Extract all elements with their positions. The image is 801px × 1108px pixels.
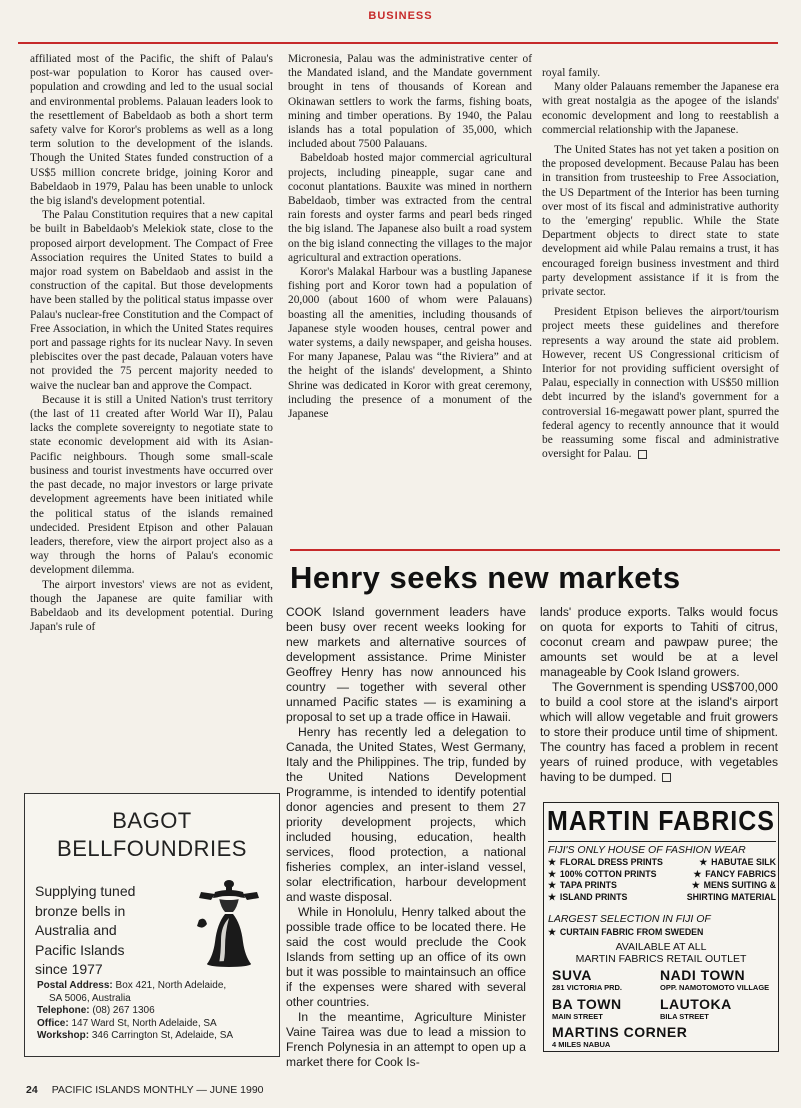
article2-headline: Henry seeks new markets xyxy=(290,560,681,595)
outlet-list xyxy=(552,967,774,1021)
paragraph: affiliated most of the Pacific, the shift of Palau's post-war population to Koror has caused over-population and crowding and led to the usual social and environmental problems. Palauan leaders look to the resettlement of Babeldaob as both a short term safety valve for Koror's problems as well as a long term solution to the development of the islands. Though the United States funded construction of a US$5 million concrete bridge, joining Koror and Babeldaob in 1979, Palau has been unable to unlock the big island's development potential. xyxy=(30,53,273,208)
outlet xyxy=(660,967,774,992)
outlet-name: NADI TOWN xyxy=(660,967,746,983)
paragraph: Koror's Malakal Harbour was a bustling Japanese fishing port and Koror town had a population of 20,000 (about 1600 of whom were Palauans) boasting all the amenities, including thousands of Japanese style wooden houses, central power and water systems, a daily newspaper, and geisha houses. For many Japanese, Palau was “the Riviera” and at the height of the islands' development, a Shinto Shrine was dedicated in Koror with great ceremony, including the presence of a monument of the Japanese xyxy=(288,266,532,421)
tagline-line: Pacific Islands xyxy=(35,941,125,958)
product-row xyxy=(548,892,776,904)
product-item: SHIRTING MATERIAL xyxy=(686,891,776,902)
paragraph: Many older Palauans remember the Japanese era with great nostalgia as the apogee of the islands' economic development and long to reestablish a commercial relationship with the Japanese. xyxy=(542,81,779,136)
product-row xyxy=(548,880,776,892)
ad-title: MARTIN FABRICS xyxy=(547,805,775,837)
paragraph: Henry has recently led a delegation to Canada, the United States, West Germany, Italy and the Philippines. The trip, funded by the United Nations Development Programme, is intended to identify potential donor agencies and present to them 27 priority development projects, which included housing, education, health services, flood protection, a national fisheries complex, an inter-island vessel, solar electrification, harbour development and waste disposal. xyxy=(286,725,526,904)
paragraph: Babeldoab hosted major commercial agricultural projects, including pineapple, sugar cane and coconut plantations. Bauxite was mined in northern Babeldaob, timber was extracted from the central rain forests and oyster farms and pearl beds ringed the big island. The Japanese also built a road system on the big island connecting the villages to the major agricultural and extraction operations. xyxy=(288,152,532,264)
workshop-label: Workshop: xyxy=(37,1030,90,1042)
end-mark-icon xyxy=(638,450,647,459)
workshop-address xyxy=(37,1030,273,1043)
page-footer xyxy=(26,1084,526,1096)
star-icon: ★ xyxy=(548,868,556,879)
paragraph: lands' produce exports. Talks would focus on quota for exports to Tahiti of citrus, coconut cream and pawpaw puree; the amounts set would be at a level manageable by Cook Island growers. xyxy=(540,605,778,679)
product-item: FLORAL DRESS PRINTS xyxy=(559,857,663,867)
top-rule xyxy=(18,42,778,44)
paragraph: COOK Island government leaders have been busy over recent weeks looking for new markets and alternative sources of development assistance. Prime Minister Geoffrey Henry has now announced his country — together with several other unnamed Pacific states — is examining a proposal to set up a trade office in Hawaii. xyxy=(286,605,526,724)
curtain-fabric xyxy=(548,927,776,938)
product-row xyxy=(548,857,776,869)
product-item: TAPA PRINTS xyxy=(559,880,617,890)
star-icon: ★ xyxy=(691,880,700,890)
ad-tagline xyxy=(35,882,175,980)
paragraph: In the meantime, Agriculture Minister Vaine Tairea was due to lead a mission to French Polynesia in an attempt to open up a market there for Cook Is- xyxy=(286,1010,526,1069)
postal-value: Box 421, North Adelaide, xyxy=(115,980,227,991)
outlet-address: OPP. NAMOTOMOTO VILLAGE xyxy=(660,983,770,992)
page-number: 24 xyxy=(26,1084,38,1096)
outlet-name: LAUTOKA xyxy=(660,996,732,1012)
product-row xyxy=(548,869,776,881)
outlet-name: SUVA xyxy=(552,967,592,983)
paragraph: royal family. xyxy=(542,67,601,79)
star-icon: ★ xyxy=(699,857,708,867)
article1-column-1 xyxy=(30,52,273,634)
outlet xyxy=(552,1024,772,1049)
article1-column-3 xyxy=(542,66,779,461)
outlet-address: 281 VICTORIA PRD. xyxy=(552,983,623,992)
product-item: 100% COTTON PRINTS xyxy=(559,868,657,879)
article2-column-1 xyxy=(286,605,526,1070)
paragraph: While in Honolulu, Henry talked about the possible trade office to be located there. He said the cost would preclude the Cook Islands from setting up an office of its own but it was possible to maintainsuch an office if the expenses were shared with several other countries. xyxy=(286,905,526,1009)
curtain-text: CURTAIN FABRIC FROM SWEDEN xyxy=(559,927,704,937)
workshop-value: 346 Carrington St, Adelaide, SA xyxy=(91,1030,234,1042)
star-icon: ★ xyxy=(693,868,702,879)
postal-label: Postal Address: xyxy=(37,980,113,991)
office-address xyxy=(37,1018,273,1031)
paragraph: The airport investors' views are not as evident, though the Japanese are quite familiar with Babeldaob and its development potential. During Japan's rule of xyxy=(30,578,273,634)
paragraph-text: President Etpison believes the airport/tourism project meets these guidelines and therefore represents a way around the state aid problem. However, recent US Congressional criticism of Interior for not providing sufficient oversight of Palau, especially in connection with US$50 million debt incurred by the island's government for a controversial 16-megawatt power plant, spurred the federal agency to recently announce that it would be reassuming some fiscal and administrative oversight for Palau. xyxy=(542,306,779,461)
section-label: BUSINESS xyxy=(368,10,433,22)
paragraph xyxy=(542,305,779,461)
paragraph: The United States has not yet taken a position on the proposed development. Because Palau has been in transition from trusteeship to Free Association, the US Department of the Interior has been turning over most of its fiscal and administrative authority to the 'emerging' republic. While the State Department objects to direct state to state development aid while Palau remains a trust, it has encouraged foreign business investment and third party development assistance if it is from the private sector. xyxy=(542,144,779,299)
postal-value-line2: SA 5006, Australia xyxy=(49,992,131,1004)
star-icon: ★ xyxy=(548,891,556,902)
end-mark-icon xyxy=(662,773,671,782)
outlet xyxy=(660,996,774,1021)
largest-selection: LARGEST SELECTION IN FIJI OF xyxy=(548,913,711,925)
product-item: MENS SUITING & xyxy=(703,880,776,890)
outlet-address: 4 MILES NABUA xyxy=(552,1040,611,1049)
star-icon: ★ xyxy=(548,880,556,890)
star-icon: ★ xyxy=(548,857,556,867)
bell-icon xyxy=(185,878,265,970)
paragraph: Micronesia, Palau was the administrative center of the Mandated island, and the Mandate government brought in tens of thousands of Korean and Okinawan settlers to work the farms, fishing boats, mining and timber operations. By 1940, the Palau islands has a total population of 35,000, which included about 7500 Palauans. xyxy=(288,53,532,151)
outlet-address: BILA STREET xyxy=(660,1012,709,1021)
outlet xyxy=(552,996,660,1021)
tagline-line: Australia and xyxy=(35,922,117,938)
product-list xyxy=(548,857,776,903)
publication-line: PACIFIC ISLANDS MONTHLY — JUNE 1990 xyxy=(51,1084,264,1096)
telephone-value: (08) 267 1306 xyxy=(92,1005,155,1017)
paragraph: Because it is still a United Nation's trust territory (the last of 11 created after World War II), Palau lacks the complete sovereignty to negotiate state to state economic development aid with its Asian-Pacific neighbours. Though some small-scale business and tourist investments have occurred over the past decade, no major investors or large private development agreements have been initiated while the political status of the islands remained undecided. President Etpison and other Palauan leaders, therefore, view the airport project also as a way through the horns of Palau's economic development dilemma. xyxy=(30,393,273,577)
ad-company-name-line2: BELLFOUNDRIES xyxy=(57,836,247,861)
product-item: FANCY FABRICS xyxy=(705,868,776,879)
paragraph: The Palau Constitution requires that a new capital be built in Babeldaob's Melekiok state, close to the proposed airport development. The Compact of Free Association requires the United States to build a major road system on Babeldaob and assist in the construction of the capital. But those developments have been stalled by the political status impasse over Palau's nuclear-free Constitution and the Compact of Free Association, in which the United States requires port and passage rights for its nuclear Navy. In seven plebiscites over the past decade, Palauan voters have not provided the 75 percent majority needed to waive the nuclear ban and approve the Compact. xyxy=(30,209,273,392)
outlet xyxy=(552,967,660,992)
ad-subtitle: FIJI'S ONLY HOUSE OF FASHION WEAR xyxy=(548,841,776,856)
telephone xyxy=(37,1005,273,1018)
product-item: ISLAND PRINTS xyxy=(559,891,628,902)
paragraph xyxy=(540,680,778,785)
section-divider xyxy=(290,549,780,551)
product-item: HABUTAE SILK xyxy=(711,857,776,867)
office-value: 147 Ward St, North Adelaide, SA xyxy=(71,1017,217,1029)
tagline-line: bronze bells in xyxy=(35,902,126,919)
martin-fabrics-ad xyxy=(543,802,779,1052)
availability-line: MARTIN FABRICS RETAIL OUTLET xyxy=(575,953,747,965)
outlet-name: MARTINS CORNER xyxy=(552,1024,688,1040)
article1-column-2 xyxy=(288,52,532,421)
outlet-name: BA TOWN xyxy=(552,996,622,1012)
tagline-line: since 1977 xyxy=(35,961,103,977)
bagot-bellfoundries-ad xyxy=(24,793,280,1057)
ad-company-name-line1: BAGOT xyxy=(112,808,192,833)
tagline-line: Supplying tuned xyxy=(35,883,136,899)
telephone-label: Telephone: xyxy=(37,1005,90,1017)
ad-contact-block xyxy=(37,980,273,1043)
postal-address xyxy=(37,980,273,993)
article2-column-2 xyxy=(540,605,778,785)
star-icon: ★ xyxy=(548,927,556,937)
availability-note xyxy=(544,941,778,965)
outlet-address: MAIN STREET xyxy=(552,1012,603,1021)
availability-line: AVAILABLE AT ALL xyxy=(615,941,707,953)
office-label: Office: xyxy=(37,1017,69,1029)
paragraph-text: The Government is spending US$700,000 to build a cool store at the island's airport which will allow vegetable and fruit growers to store their produce until time of shipment. The country has faced a problem in recent years of ruined produce, with vegetables having to be dumped. xyxy=(540,680,778,784)
